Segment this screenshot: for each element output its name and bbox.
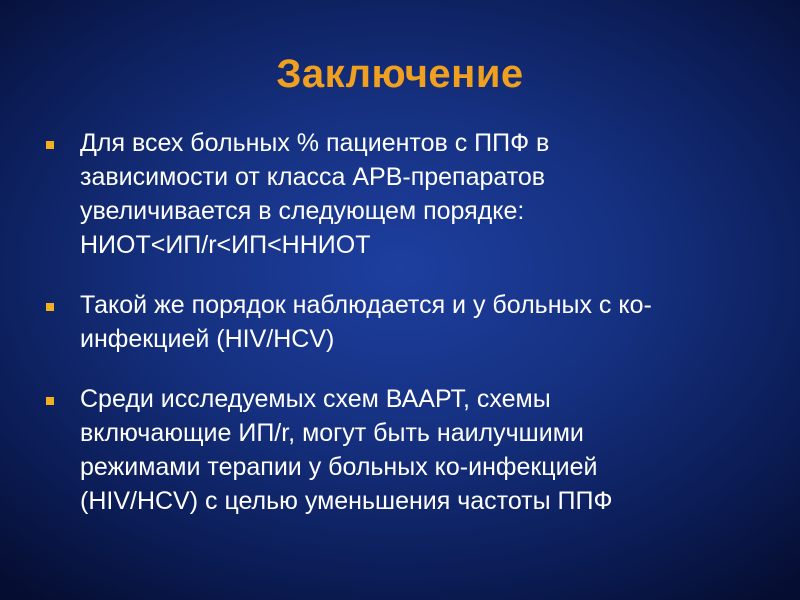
bullet-list xyxy=(40,126,760,544)
bullet-text: Для всех больных % пациентов с ППФ в зависимости от класса АРВ-препаратов увеличивается в следующем порядке: НИОТ<ИП/r<ИП<ННИОТ xyxy=(80,129,550,259)
bullet-text: Среди исследуемых схем ВААРТ, схемы включающие ИП/r, могут быть наилучшими режимами терапии у больных ко-инфекцией (HIV/HCV) с целью уменьшения частоты ППФ xyxy=(80,385,613,515)
bullet-item xyxy=(40,382,760,518)
bullet-item xyxy=(40,126,760,262)
square-bullet-icon xyxy=(46,303,54,311)
square-bullet-icon xyxy=(46,397,54,405)
bullet-text: Такой же порядок наблюдается и у больных с ко- инфекцией (HIV/HCV) xyxy=(80,291,652,353)
slide-title: Заключение xyxy=(276,52,524,96)
bullet-item xyxy=(40,288,760,356)
square-bullet-icon xyxy=(46,141,54,149)
